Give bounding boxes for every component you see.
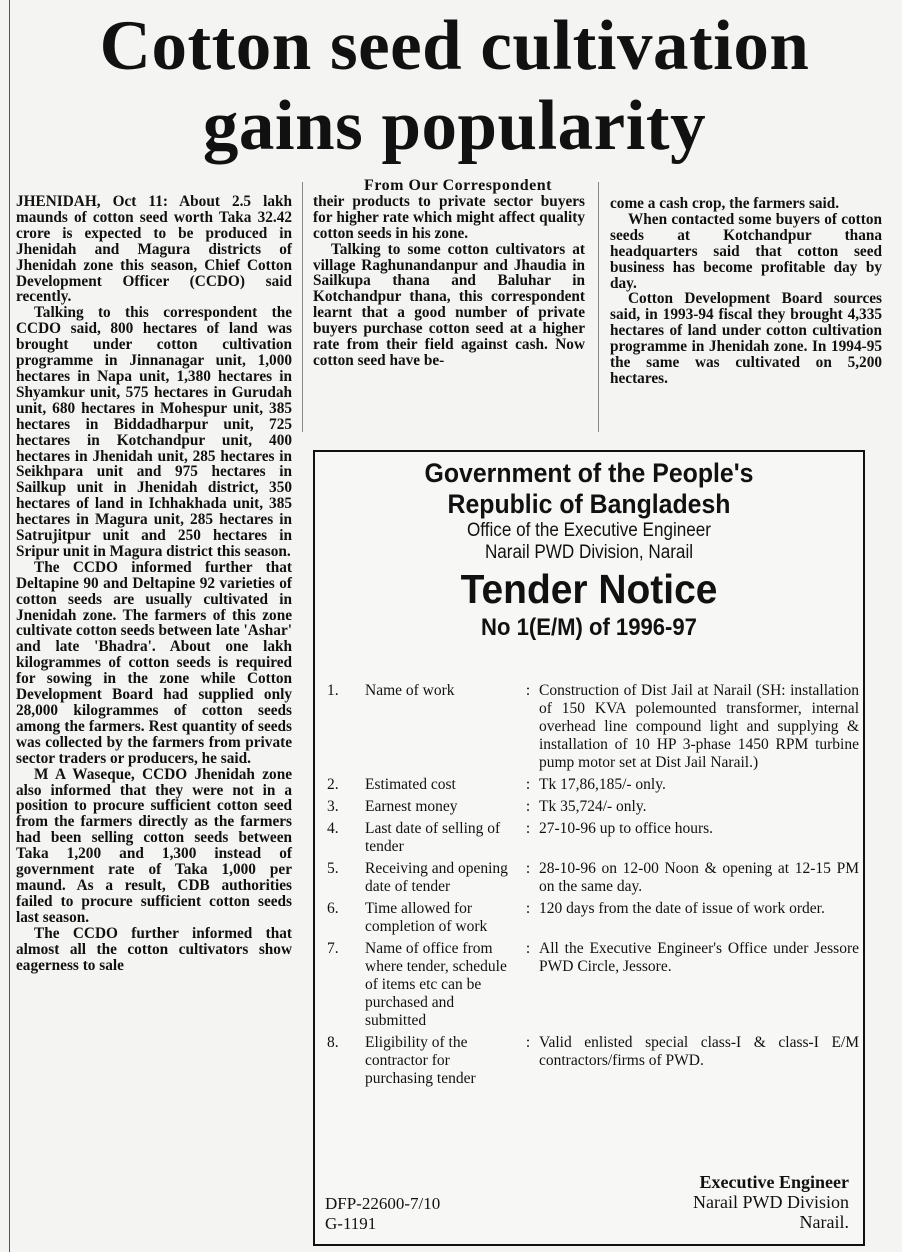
item-separator: : bbox=[525, 900, 531, 917]
item-value: Tk 35,724/- only. bbox=[539, 798, 647, 815]
item-number: 8. bbox=[327, 1034, 339, 1051]
item-value: 28-10-96 on 12-00 Noon & opening at 12-15 PM on the same day. bbox=[539, 860, 859, 895]
ad-office-line-2: Narail PWD Division, Narail bbox=[484, 542, 694, 563]
article-paragraph: M A Waseque, CCDO Jhenidah zone also informed that they were not in a position to procure sufficient cotton seed from the farmers directly as the farmers had been selling cotton seeds between Taka 1,200 and 1,300 instead of government rate of Taka 1,000 per maund. As a result, CDB authorities failed to procure sufficient cotton seeds last season. bbox=[16, 765, 292, 926]
byline: From Our Correspondent bbox=[364, 177, 552, 194]
item-number: 6. bbox=[327, 900, 339, 917]
item-value: 120 days from the date of issue of work order. bbox=[539, 900, 825, 917]
article-column-3 bbox=[610, 196, 882, 387]
tender-item bbox=[323, 798, 863, 816]
tender-item bbox=[323, 940, 863, 1030]
ad-reference-g: G-1191 bbox=[325, 1214, 377, 1233]
article-paragraph: come a cash crop, the farmers said. bbox=[610, 195, 840, 212]
tender-item bbox=[323, 682, 863, 772]
item-separator: : bbox=[525, 682, 531, 699]
item-number: 4. bbox=[327, 820, 339, 837]
signature-place: Narail. bbox=[799, 1212, 849, 1232]
item-label: Time allowed for completion of work bbox=[365, 900, 488, 935]
ad-government-line-1: Government of the People's bbox=[424, 458, 754, 488]
article-paragraph: JHENIDAH, Oct 11: About 2.5 lakh maunds of cotton seed worth Taka 32.42 crore is expected to be produced in Jhenidah and Magura districts of Jhenidah zone this season, Chief Cotton Development Officer (CCDO) said recently. bbox=[16, 193, 292, 306]
item-separator: : bbox=[525, 820, 531, 837]
ad-government-line-2: Republic of Bangladesh bbox=[447, 489, 731, 519]
item-value: Tk 17,86,185/- only. bbox=[539, 776, 666, 793]
item-number: 1. bbox=[327, 682, 339, 699]
tender-item bbox=[323, 1034, 863, 1088]
item-number: 2. bbox=[327, 776, 339, 793]
signature-title: Executive Engineer bbox=[699, 1172, 849, 1192]
headline bbox=[12, 6, 897, 166]
tender-item bbox=[323, 820, 863, 856]
headline-line-2: gains popularity bbox=[202, 87, 707, 165]
item-separator: : bbox=[525, 860, 531, 877]
article-paragraph: When contacted some buyers of cotton seeds at Kotchandpur thana headquarters said that cotton seed business has become profitable day by day. bbox=[610, 210, 882, 292]
item-value: Construction of Dist Jail at Narail (SH: installation of 150 KVA polemounted transformer, internal overhead line compound light and supplying & installation of 10 HP 3-phase 1450 RPM turbine pump motor set at Dist Jail Narail.) bbox=[539, 682, 859, 771]
headline-line-1: Cotton seed cultivation bbox=[99, 7, 810, 85]
ad-references bbox=[325, 1194, 440, 1234]
item-label: Eligibility of the contractor for purchasing tender bbox=[365, 1034, 476, 1087]
ad-signature bbox=[693, 1172, 849, 1232]
item-number: 5. bbox=[327, 860, 339, 877]
item-label: Earnest money bbox=[365, 798, 458, 815]
item-label: Estimated cost bbox=[365, 776, 456, 793]
article-paragraph: The CCDO informed further that Deltapine 90 and Deltapine 92 varieties of cotton seeds are usually cultivated in Jnenidah zone. The farmers of this zone cultivate cotton seeds between late 'Ashar' and late 'Bhadra'. About one lakh kilogrammes of cotton seeds is required for sowing in the zone while Cotton Development Board had supplied only 28,000 kilogrammes of cotton seeds among the farmers. Rest quantity of seeds was collected by the farmers from private sector traders or producers, he said. bbox=[16, 558, 292, 767]
item-separator: : bbox=[525, 776, 531, 793]
item-label: Receiving and opening date of tender bbox=[365, 860, 508, 895]
column-rule bbox=[302, 182, 303, 432]
tender-item bbox=[323, 900, 863, 936]
signature-office: Narail PWD Division bbox=[693, 1192, 849, 1212]
column-rule bbox=[598, 182, 599, 432]
ad-tender-title: Tender Notice bbox=[460, 566, 718, 612]
item-label: Last date of selling of tender bbox=[365, 820, 501, 855]
article-paragraph: their products to private sector buyers for higher rate which might affect quality cotton seeds in his zone. bbox=[313, 192, 585, 242]
item-label: Name of office from where tender, schedule of items etc can be purchased and submitted bbox=[365, 940, 507, 1029]
article-paragraph: Talking to this correspondent the CCDO said, 800 hectares of land was brought under cotton cultivation programme in Jinnanagar unit, 1,000 hectares in Napa unit, 1,380 hectares in Shyamkur unit, 575 hectares in Gurudah unit, 680 hectares in Mohespur unit, 385 hectares in Biddadharpur unit, 725 hectares in Kotchandpur unit, 400 hectares in Jhenidah unit, 285 hectares in Seikhpara unit and 975 hectares in Sailkup unit in Jhenidah district, 350 hectares of land in Ichhakhada unit, 385 hectares in Magura unit, 285 hectares in Satrujitpur unit and 250 hectares in Sripur unit in Magura district this season. bbox=[16, 304, 292, 560]
article-column-1 bbox=[16, 194, 292, 973]
item-label: Name of work bbox=[365, 682, 455, 699]
ad-office-line-1: Office of the Executive Engineer bbox=[467, 520, 711, 541]
item-number: 7. bbox=[327, 940, 339, 957]
tender-item bbox=[323, 776, 863, 794]
article-paragraph: Cotton Development Board sources said, in 1993-94 fiscal they brought 4,335 hectares of land under cotton cultivation programme in Jhenidah zone. In 1994-95 the same was cultivated on 5,200 hectares. bbox=[610, 290, 882, 387]
tender-item bbox=[323, 860, 863, 896]
item-number: 3. bbox=[327, 798, 339, 815]
item-value: 27-10-96 up to office hours. bbox=[539, 820, 714, 837]
tender-items-list bbox=[323, 682, 863, 1092]
page-left-rule bbox=[9, 0, 10, 1252]
tender-notice-ad bbox=[313, 450, 865, 1246]
article-paragraph: The CCDO further informed that almost all the cotton cultivators show eagerness to sale bbox=[16, 924, 292, 974]
item-separator: : bbox=[525, 798, 531, 815]
item-separator: : bbox=[525, 940, 531, 957]
ad-tender-number: No 1(E/M) of 1996-97 bbox=[481, 614, 697, 641]
item-value: All the Executive Engineer's Office under Jessore PWD Circle, Jessore. bbox=[539, 940, 859, 975]
item-separator: : bbox=[525, 1034, 531, 1051]
ad-reference-dfp: DFP-22600-7/10 bbox=[325, 1194, 441, 1213]
article-column-2 bbox=[313, 178, 585, 369]
article-paragraph: Talking to some cotton cultivators at village Raghunandanpur and Jhaudia in Sailkupa thana and Baluhar in Kotchandpur thana, this correspondent learnt that a good number of private buyers purchase cotton seed at a higher rate from their field against cash. Now cotton seed have be- bbox=[313, 240, 585, 369]
item-value: Valid enlisted special class-I & class-I E/M contractors/firms of PWD. bbox=[539, 1034, 859, 1069]
